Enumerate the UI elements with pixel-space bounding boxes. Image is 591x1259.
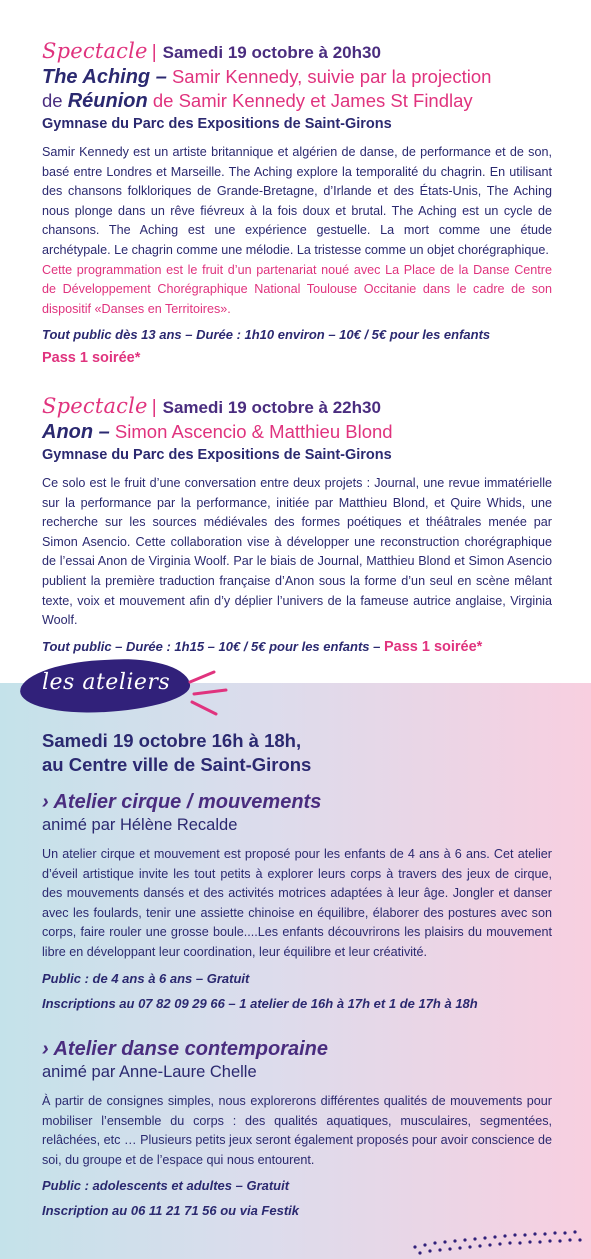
workshop-danse [42, 1037, 552, 1220]
workshop-title: › Atelier danse contemporaine [42, 1038, 328, 1060]
event-header [42, 40, 552, 65]
event-partnership: Cette programmation est le fruit d’un partenariat noué avec La Place de la Danse Centre de Développement Chorégraphique National Toulouse Occitanie dans le cadre de son dispositif «Danses en Territoires». [42, 262, 552, 316]
event-date: Samedi 19 octobre à 22h30 [162, 398, 381, 417]
event-info [42, 637, 552, 657]
event-description: Ce solo est le fruit d’une conversation entre deux projets : Journal, une revue immatérielle sur la performance par la performance, initiée par Matthieu Blond, et Quire Whids, une recherche sur les sources médiévales des formes poétiques et théâtrales menée par Simon Asencio. Cette collaboration vise à développer une reconstruction chorégraphique de l’essai Anon de Virginia Woolf. Par le biais de Journal, Matthieu Blond et Simon Asencio publient la première traduction française d’Anon sous la forme d’un seul en scène mêlant texte, voix et mouvement afin d’y déplier l’univers de la fameuse autrice anglaise, Virginia Woolf. [42, 476, 552, 628]
event-venue: Gymnase du Parc des Expositions de Saint-Girons [42, 447, 392, 463]
event-title-bold: Anon – [42, 421, 110, 443]
workshop-leader: animé par Hélène Recalde [42, 816, 238, 834]
workshop-registration: Inscriptions au 07 82 09 29 66 – 1 atelier de 16h à 17h et 1 de 17h à 18h [42, 995, 478, 1011]
event-title-bold: The Aching – [42, 66, 167, 88]
event-title-credits: de Samir Kennedy et James St Findlay [147, 90, 473, 111]
event-date: Samedi 19 octobre à 20h30 [162, 43, 381, 62]
event-info: Tout public dès 13 ans – Durée : 1h10 environ – 10€ / 5€ pour les enfants [42, 327, 491, 343]
event-pass: Pass 1 soirée* [383, 638, 483, 655]
workshop-registration: Inscription au 06 11 21 71 56 ou via Festik [42, 1203, 299, 1219]
event-category: Spectacle [42, 39, 148, 63]
decorative-dots [325, 1225, 585, 1255]
event-category: Spectacle [42, 394, 148, 418]
workshop-description: À partir de consignes simples, nous explorerons différentes qualités de mouvements pour mobiliser l’ensemble du corps : des qualités aquatiques, musculaires, segmentées, relâchées, etc … Plusieurs petits jeux seront également proposés pour avoir conscience de soi, du groupe et de l’espace qui nous entourent. [42, 1094, 552, 1167]
workshop-title: › Atelier cirque / mouvements [42, 791, 322, 813]
separator: | [151, 397, 157, 418]
ateliers-place: au Centre ville de Saint-Girons [42, 754, 312, 775]
ateliers-heading [42, 729, 552, 777]
event-venue: Gymnase du Parc des Expositions de Saint-Girons [42, 116, 392, 132]
event-title [42, 65, 552, 89]
separator: | [151, 42, 157, 63]
event-title-film: Réunion [67, 90, 148, 112]
event-pass: Pass 1 soirée* [42, 350, 141, 367]
event-description: Samir Kennedy est un artiste britannique et algérien de danse, de performance et de son, basé entre Londres et Marseille. The Aching explore la temporalité du chagrin. En utilisant des chansons folkloriques de Grande-Bretagne, d’Irlande et des États-Unis, The Aching nous plonge dans un rêve fiévreux à la fois doux et brutal. The Aching est un cycle de chansons. The Aching est une expérience gestuelle. La mort comme une étude archétypale. Le chagrin comme une mélodie. La tristesse comme un objet chorégraphique. [42, 145, 552, 257]
workshop-leader: animé par Anne-Laure Chelle [42, 1063, 257, 1081]
workshop-public: Public : adolescents et adultes – Gratuit [42, 1178, 290, 1194]
event-info-text: Tout public – Durée : 1h15 – 10€ / 5€ pour les enfants – [42, 638, 384, 654]
event-the-aching [42, 40, 552, 366]
ateliers-date: Samedi 19 octobre 16h à 18h, [42, 730, 302, 751]
event-title-pre: de [42, 90, 68, 111]
event-title [42, 420, 552, 444]
workshop-public: Public : de 4 ans à 6 ans – Gratuit [42, 970, 250, 986]
workshop-description: Un atelier cirque et mouvement est proposé pour les enfants de 4 ans à 6 ans. Cet atelier d’éveil artistique invite les tout petits à explorer leurs corps à travers des jeux de cirque, des mouvements dansés et des activités motrices adaptées à leur âge. Jongler et danser avec les foulards, tenir une assiette chinoise en équilibre, élaborer des postures avec son corps, faire rouler une grosse boule....Les enfants découvrirons les plaisirs du mouvement libre en développant leur coordination, leur équilibre et leur créativité. [42, 847, 552, 959]
workshop-cirque [42, 790, 552, 1013]
sparkle-icon [186, 668, 236, 718]
event-title-rest: Samir Kennedy, suivie par la projection [166, 66, 492, 87]
event-title-line2 [42, 89, 552, 113]
event-header [42, 395, 552, 420]
ateliers-badge-label: les ateliers [42, 670, 171, 695]
event-title-rest: Simon Ascencio & Matthieu Blond [109, 421, 393, 442]
event-anon [42, 395, 552, 657]
